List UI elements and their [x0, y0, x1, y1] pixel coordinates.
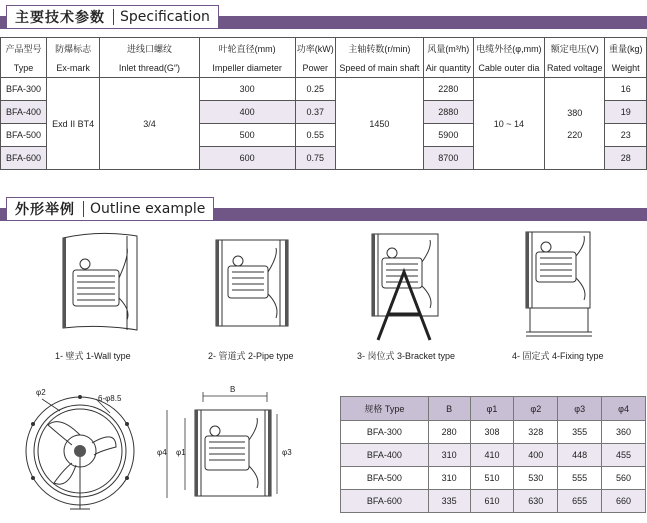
air-cell: 2280: [423, 78, 473, 101]
impeller-cell: 600: [199, 147, 295, 170]
weight-cell: 16: [605, 78, 647, 101]
dim-cell: 360: [602, 421, 646, 444]
header-en: Cable outer dia: [473, 58, 544, 78]
header-en: Inlet thread(G″): [100, 58, 199, 78]
spec-section-header: [0, 5, 647, 29]
dim-cell: 555: [558, 467, 602, 490]
dim-B-label: B: [230, 385, 236, 394]
dim-cell: 310: [428, 467, 470, 490]
phi2-label: φ2: [36, 388, 46, 397]
pipe-type-drawing: [210, 236, 295, 331]
type-cell: BFA-500: [1, 124, 47, 147]
impeller-cell: 300: [199, 78, 295, 101]
header-cn: 主轴转数(r/min): [335, 38, 423, 59]
outline-title-en: Outline example: [90, 201, 206, 217]
header-cn: 电缆外径(φ,mm): [473, 38, 544, 59]
voltage-380: 380: [567, 107, 583, 118]
dim-cell: 328: [514, 421, 558, 444]
dim-row: [341, 444, 646, 467]
impeller-cell: 500: [199, 124, 295, 147]
dim-cell: 308: [470, 421, 514, 444]
dim-header: B: [428, 397, 470, 421]
cable-cell: 10 ~ 14: [473, 78, 544, 170]
dim-cell: 660: [602, 490, 646, 513]
type-cell: BFA-600: [1, 147, 47, 170]
header-cn: 风量(m³/h): [423, 38, 473, 59]
header-cn: 功率(kW): [295, 38, 335, 59]
header-tab: [6, 197, 214, 220]
outline-title-cn: 外形举例: [15, 201, 75, 217]
title-divider: [83, 201, 84, 217]
dim-cell: 560: [602, 467, 646, 490]
dimension-table: [340, 396, 646, 513]
dim-row: [341, 490, 646, 513]
ex-mark-cell: Exd II BT4: [47, 78, 100, 170]
dim-cell: 410: [470, 444, 514, 467]
voltage-cell: [545, 78, 605, 170]
dim-header-row: [341, 397, 646, 421]
header-en: Power: [295, 58, 335, 78]
spec-header-row-cn: [1, 38, 647, 59]
wall-type-caption: 1- 壁式 1-Wall type: [55, 351, 131, 361]
spec-header-row-en: [1, 58, 647, 78]
header-cn: 产品型号: [1, 38, 47, 59]
title-divider: [113, 9, 114, 25]
type-cell: BFA-300: [1, 78, 47, 101]
dim-cell: 448: [558, 444, 602, 467]
front-view-drawing: [20, 385, 140, 515]
dim-cell: 510: [470, 467, 514, 490]
dim-cell: BFA-400: [341, 444, 429, 467]
header-en: Weight: [605, 58, 647, 78]
power-cell: 0.55: [295, 124, 335, 147]
dim-header: 规格 Type: [341, 397, 429, 421]
impeller-cell: 400: [199, 101, 295, 124]
dim-cell: 455: [602, 444, 646, 467]
air-cell: 5900: [423, 124, 473, 147]
header-cn: 叶轮直径(mm): [199, 38, 295, 59]
power-cell: 0.25: [295, 78, 335, 101]
dim-row: [341, 421, 646, 444]
bracket-type-caption: 3- 岗位式 3-Bracket type: [357, 351, 456, 361]
header-cn: 进线口螺纹: [100, 38, 199, 59]
header-en: Ex-mark: [47, 58, 100, 78]
pipe-type-caption: 2- 管道式 2-Pipe type: [208, 351, 294, 361]
dim-cell: 310: [428, 444, 470, 467]
fixing-type-drawing: [522, 228, 602, 340]
holes-label: 6-φ8.5: [98, 394, 122, 403]
dim-cell: 335: [428, 490, 470, 513]
fixing-type-caption: 4- 固定式 4-Fixing type: [512, 351, 604, 361]
dim-cell: BFA-500: [341, 467, 429, 490]
type-cell: BFA-400: [1, 101, 47, 124]
header-cn: 重量(kg): [605, 38, 647, 59]
dim-row: [341, 467, 646, 490]
weight-cell: 28: [605, 147, 647, 170]
dim-phi4-label: φ4: [157, 448, 167, 457]
dim-cell: 630: [514, 490, 558, 513]
header-en: Type: [1, 58, 47, 78]
dim-header: φ1: [470, 397, 514, 421]
dim-cell: 530: [514, 467, 558, 490]
weight-cell: 19: [605, 101, 647, 124]
inlet-thread-cell: 3/4: [100, 78, 199, 170]
dim-cell: 610: [470, 490, 514, 513]
dim-cell: BFA-600: [341, 490, 429, 513]
air-cell: 8700: [423, 147, 473, 170]
wall-type-drawing: [55, 228, 150, 338]
speed-cell: 1450: [335, 78, 423, 170]
dim-header: φ2: [514, 397, 558, 421]
air-cell: 2880: [423, 101, 473, 124]
spec-title-en: Specification: [120, 9, 210, 25]
header-en: Rated voltage: [545, 58, 605, 78]
header-tab: [6, 5, 219, 28]
header-en: Impeller diameter: [199, 58, 295, 78]
power-cell: 0.37: [295, 101, 335, 124]
dim-cell: 355: [558, 421, 602, 444]
header-cn: 额定电压(V): [545, 38, 605, 59]
header-cn: 防爆标志: [47, 38, 100, 59]
weight-cell: 23: [605, 124, 647, 147]
header-en: Speed of main shaft: [335, 58, 423, 78]
dim-phi1-label: φ1: [176, 448, 186, 457]
header-en: Air quantity: [423, 58, 473, 78]
spec-title-cn: 主要技术参数: [15, 9, 105, 25]
dim-cell: BFA-300: [341, 421, 429, 444]
spec-row: [1, 78, 647, 101]
bracket-type-drawing: [368, 228, 458, 346]
dim-cell: 280: [428, 421, 470, 444]
spec-table: [0, 37, 647, 170]
dim-cell: 655: [558, 490, 602, 513]
power-cell: 0.75: [295, 147, 335, 170]
dim-phi3-label: φ3: [282, 448, 292, 457]
dim-header: φ3: [558, 397, 602, 421]
dim-cell: 400: [514, 444, 558, 467]
dim-header: φ4: [602, 397, 646, 421]
voltage-220: 220: [567, 129, 583, 140]
outline-section-header: [0, 197, 647, 221]
